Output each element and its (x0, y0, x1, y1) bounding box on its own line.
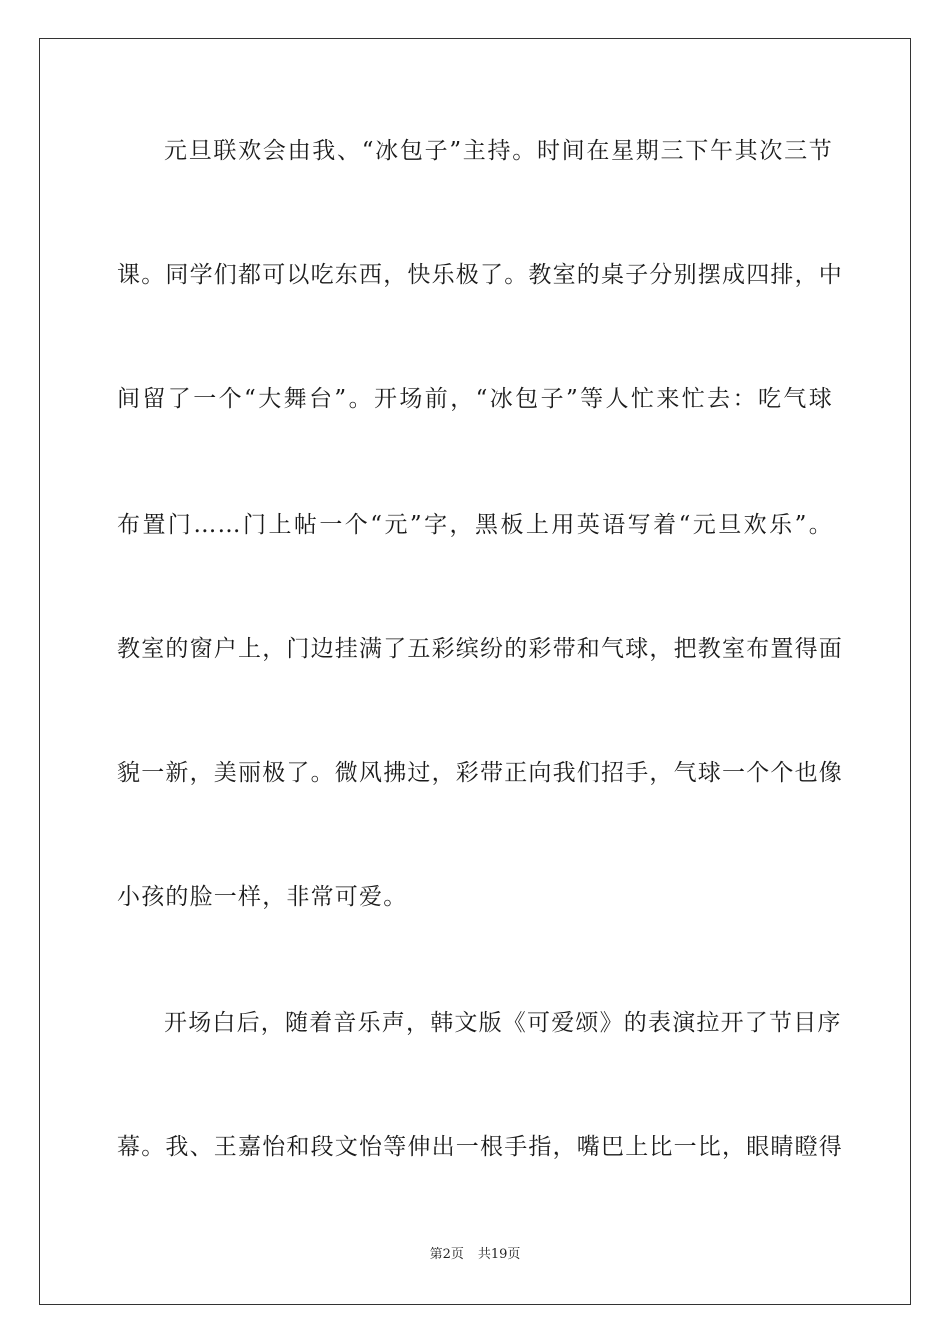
text-line-6: 貌一新，美丽极了。微风拂过，彩带正向我们招手，气球一个个也像 (117, 760, 843, 786)
text-line-4: 布置门……门上帖一个“元”字，黑板上用英语写着“元旦欢乐”。 (117, 512, 833, 538)
text-line-1: 元旦联欢会由我、“冰包子”主持。时间在星期三下午其次三节 (164, 138, 833, 164)
text-line-8: 开场白后，随着音乐声，韩文版《可爱颂》的表演拉开了节目序 (164, 1010, 842, 1036)
page-footer (0, 1246, 950, 1264)
text-line-5: 教室的窗户上，门边挂满了五彩缤纷的彩带和气球，把教室布置得面 (117, 636, 843, 662)
page-number: 第2页 (429, 1247, 464, 1262)
text-line-7: 小孩的脸一样，非常可爱。 (117, 884, 408, 910)
page-border (39, 38, 911, 1305)
text-line-3: 间留了一个“大舞台”。开场前，“冰包子”等人忙来忙去：吃气球 (117, 386, 833, 412)
text-line-9: 幕。我、王嘉怡和段文怡等伸出一根手指，嘴巴上比一比，眼睛瞪得 (117, 1134, 843, 1160)
page-total: 共19页 (477, 1247, 521, 1262)
text-line-2: 课。同学们都可以吃东西，快乐极了。教室的桌子分别摆成四排，中 (117, 262, 843, 288)
